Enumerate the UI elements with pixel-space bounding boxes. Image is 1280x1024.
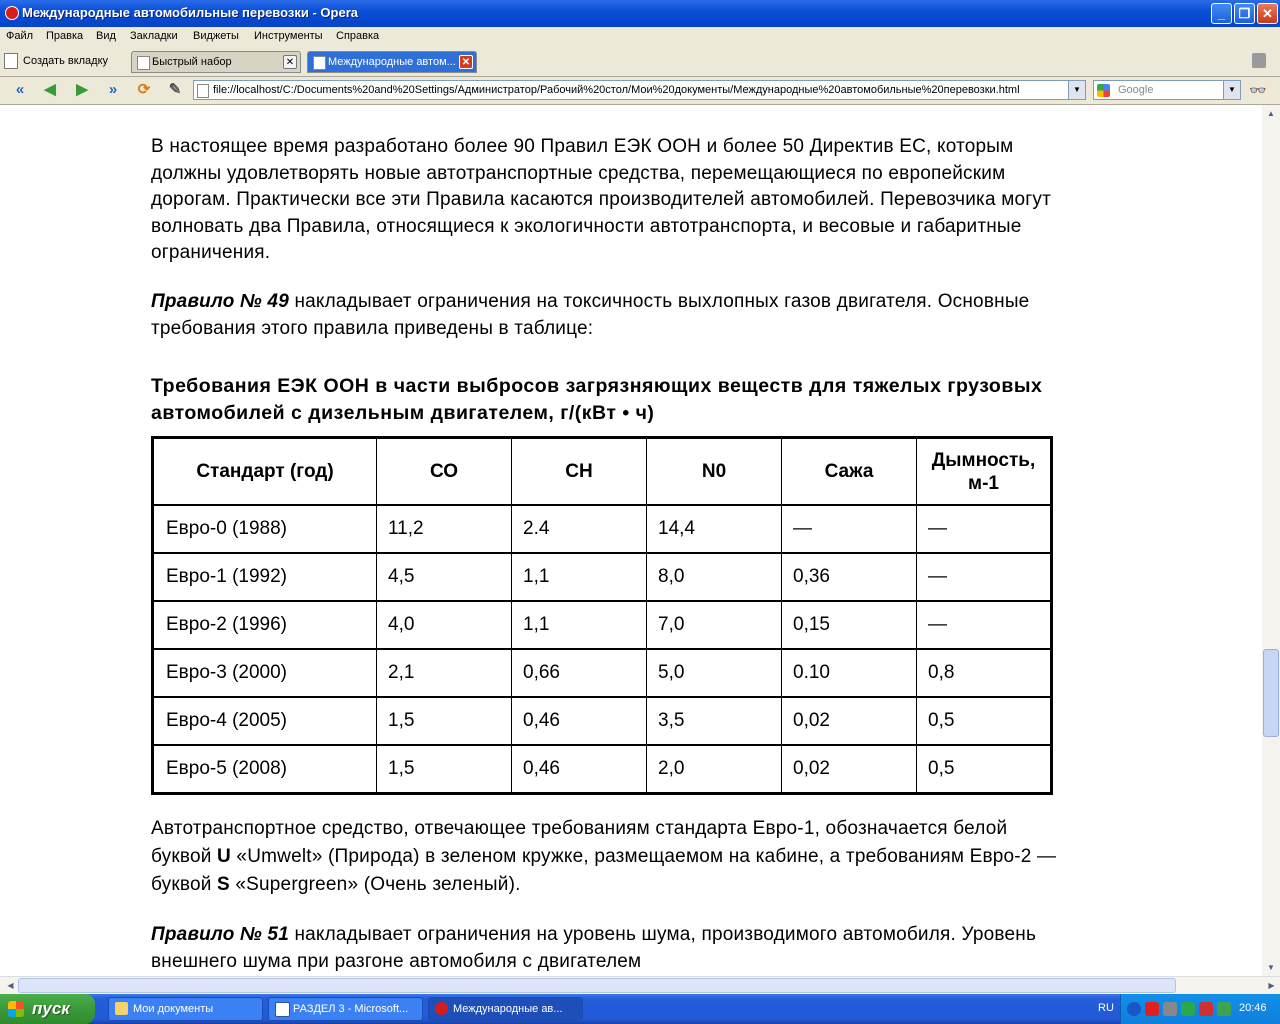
page-icon [313, 56, 326, 70]
table-row [153, 601, 1052, 649]
menu-edit[interactable]: Правка [46, 30, 84, 42]
table-cell: 0,5 [917, 745, 1052, 794]
table-cell: 1,5 [377, 745, 512, 794]
chevron-down-icon[interactable]: ▼ [1068, 81, 1085, 99]
reload-icon[interactable]: ⟳ [137, 81, 151, 98]
paragraph-rule-51 [151, 922, 1061, 975]
table-cell: 3,5 [647, 697, 782, 745]
table-cell: 14,4 [647, 505, 782, 553]
tab-current-page[interactable] [307, 51, 477, 73]
close-tab-icon[interactable]: ✕ [283, 55, 297, 69]
title-bar [0, 0, 1280, 27]
table-cell: 2,1 [377, 649, 512, 697]
letter-u: U [217, 846, 231, 867]
system-tray [1120, 994, 1280, 1024]
window-title: Международные автомобильные перевозки - Opera [22, 5, 358, 20]
table-cell: 11,2 [377, 505, 512, 553]
table-cell: Евро-4 (2005) [153, 697, 377, 745]
clock: 20:46 [1239, 1002, 1267, 1014]
table-row [153, 745, 1052, 794]
table-cell: Евро-5 (2008) [153, 745, 377, 794]
marking-text-c: «Supergreen» (Очень зеленый). [229, 874, 521, 895]
vertical-scrollbar[interactable] [1262, 105, 1280, 976]
search-input[interactable] [1093, 80, 1241, 100]
table-cell: Евро-3 (2000) [153, 649, 377, 697]
table-cell: 0,36 [782, 553, 917, 601]
table-cell: 0,46 [512, 697, 647, 745]
close-button[interactable]: ✕ [1257, 3, 1278, 24]
opera-icon [5, 6, 19, 20]
tray-app-icon[interactable] [1199, 1002, 1213, 1016]
address-field[interactable] [193, 80, 1086, 100]
menu-tools[interactable]: Инструменты [254, 30, 323, 42]
table-cell: 4,0 [377, 601, 512, 649]
word-icon [275, 1002, 290, 1017]
marking-text-b: «Umwelt» (Природа) в зеленом кружке, размещаемом на кабине, а требованиям Евро-2 — буквой [151, 846, 1057, 895]
page-content [0, 105, 1262, 976]
folder-icon [115, 1002, 128, 1015]
tray-arrow-icon[interactable] [1127, 1002, 1141, 1016]
maximize-button[interactable]: ❐ [1234, 3, 1255, 24]
column-header: Стандарт (год) [153, 438, 377, 506]
scroll-left-icon[interactable]: ◀ [7, 981, 14, 990]
table-cell: 2,0 [647, 745, 782, 794]
forward-icon[interactable]: ▶ [76, 81, 88, 98]
menu-file[interactable]: Файл [6, 30, 34, 42]
taskbar-item-opera[interactable] [428, 997, 583, 1021]
back-icon[interactable]: ◀ [44, 81, 56, 98]
opera-icon [435, 1002, 448, 1015]
table-cell: 8,0 [647, 553, 782, 601]
rewind-icon[interactable]: « [15, 81, 25, 98]
table-cell: 2.4 [512, 505, 647, 553]
rule-49-label: Правило № 49 [151, 291, 289, 312]
table-cell: 0,02 [782, 697, 917, 745]
new-tab-icon [4, 53, 18, 69]
page-icon [137, 56, 150, 70]
menu-bookmarks[interactable]: Закладки [130, 30, 178, 42]
table-cell: — [782, 505, 917, 553]
menu-widgets[interactable]: Виджеты [193, 30, 239, 42]
table-cell: 1,1 [512, 601, 647, 649]
page-icon [197, 84, 209, 98]
tab-label: Быстрый набор [152, 56, 232, 68]
minimize-button[interactable]: _ [1211, 3, 1232, 24]
new-tab-label: Создать вкладку [23, 55, 109, 67]
table-row [153, 553, 1052, 601]
table-cell: 0,66 [512, 649, 647, 697]
search-placeholder: Google [1118, 84, 1154, 96]
table-cell: 0,15 [782, 601, 917, 649]
task-label: Международные ав... [453, 1003, 563, 1015]
horizontal-scrollbar[interactable] [0, 976, 1280, 995]
start-button[interactable] [0, 994, 95, 1024]
table-cell: 7,0 [647, 601, 782, 649]
rule-51-text: накладывает ограничения на уровень шума, производимого автомобиля. Уровень внешнего шума при разгоне автомобиля с двигателем [151, 924, 1037, 972]
table-cell: Евро-1 (1992) [153, 553, 377, 601]
antivirus-icon[interactable] [1145, 1002, 1159, 1016]
table-row [153, 697, 1052, 745]
letter-s: S [217, 874, 230, 895]
marking-text-a: Автотранспортное средство, отвечающее требованиям стандарта Евро-1, обозначается белой буквой [151, 818, 1008, 867]
rule-51-label: Правило № 51 [151, 924, 289, 945]
edit-icon[interactable]: ✎ [168, 81, 182, 98]
table-cell: 1,5 [377, 697, 512, 745]
table-header-row [153, 438, 1052, 506]
table-cell: — [917, 553, 1052, 601]
table-cell: 4,5 [377, 553, 512, 601]
chevron-down-icon[interactable]: ▼ [1223, 81, 1240, 99]
menu-bar [0, 27, 1280, 47]
taskbar-item-my-documents[interactable] [108, 997, 263, 1021]
table-cell: — [917, 505, 1052, 553]
tab-label: Международные автом... [328, 56, 456, 68]
column-header: Сажа [782, 438, 917, 506]
table-cell: 1,1 [512, 553, 647, 601]
network-icon[interactable] [1181, 1002, 1195, 1016]
paragraph-euro-marking [151, 815, 1061, 899]
paragraph-intro: В настоящее время разработано более 90 Правил ЕЭК ООН и более 50 Директив ЕС, которым должны удовлетворять новые автотранспортные средства, перемещающиеся по европейским дорогам. Практически все эти Правила касаются производителей автомобилей. Перевозчика могут волновать два Правила, относящиеся к экологичности автотранспорта, и весовые и габаритные ограничения. [151, 136, 1051, 263]
table-cell: Евро-0 (1988) [153, 505, 377, 553]
scroll-down-icon[interactable]: ▼ [1267, 963, 1275, 972]
table-cell: 5,0 [647, 649, 782, 697]
taskbar [0, 994, 1280, 1024]
zoom-glasses-icon[interactable]: 👓 [1249, 82, 1267, 98]
tab-speed-dial[interactable] [131, 51, 301, 73]
table-title: Требования ЕЭК ООН в части выбросов загрязняющих веществ для тяжелых грузовых автомобилей с дизельным двигателем, г/(кВт • ч) [151, 375, 1043, 424]
new-tab-button[interactable] [4, 50, 108, 72]
table-cell: 0,8 [917, 649, 1052, 697]
navigation-bar [0, 77, 1280, 105]
table-cell: Евро-2 (1996) [153, 601, 377, 649]
fast-forward-icon[interactable]: » [108, 81, 118, 98]
address-url: file://localhost/C:/Documents%20and%20Settings/Администратор/Рабочий%20стол/Мои%20документы/Международные%20автомобильные%20перевозки.html [213, 84, 1020, 96]
table-cell: 0,5 [917, 697, 1052, 745]
column-header: СН [512, 438, 647, 506]
task-label: РАЗДЕЛ 3 - Microsoft... [293, 1003, 409, 1015]
emissions-table [151, 436, 1053, 795]
paragraph-rule-49 [151, 289, 1061, 342]
scroll-thumb[interactable] [18, 978, 1176, 993]
column-header: N0 [647, 438, 782, 506]
menu-view[interactable]: Вид [96, 30, 116, 42]
table-cell: 0.10 [782, 649, 917, 697]
trash-icon[interactable] [1252, 53, 1266, 68]
windows-logo-icon [8, 1001, 24, 1017]
table-cell: 0,46 [512, 745, 647, 794]
google-icon [1097, 84, 1110, 97]
menu-help[interactable]: Справка [336, 30, 380, 42]
task-label: Мои документы [133, 1003, 214, 1015]
column-header: Дымность, м-1 [917, 438, 1052, 506]
taskbar-item-word[interactable] [268, 997, 423, 1021]
scroll-thumb[interactable] [1263, 649, 1279, 737]
tray-z-icon[interactable] [1163, 1002, 1177, 1016]
scroll-right-icon[interactable]: ▶ [1268, 981, 1275, 990]
rule-49-text: накладывает ограничения на токсичность выхлопных газов двигателя. Основные требования этого правила приведены в таблице: [151, 291, 1030, 339]
tab-bar [0, 47, 1280, 77]
table-row [153, 505, 1052, 553]
table-row [153, 649, 1052, 697]
language-indicator[interactable]: RU [1098, 1002, 1114, 1014]
scroll-up-icon[interactable]: ▲ [1267, 109, 1275, 118]
start-label: пуск [32, 999, 70, 1018]
table-cell: 0,02 [782, 745, 917, 794]
table-cell: — [917, 601, 1052, 649]
column-header: СО [377, 438, 512, 506]
close-tab-icon[interactable]: ✕ [459, 55, 473, 69]
volume-icon[interactable] [1217, 1002, 1231, 1016]
